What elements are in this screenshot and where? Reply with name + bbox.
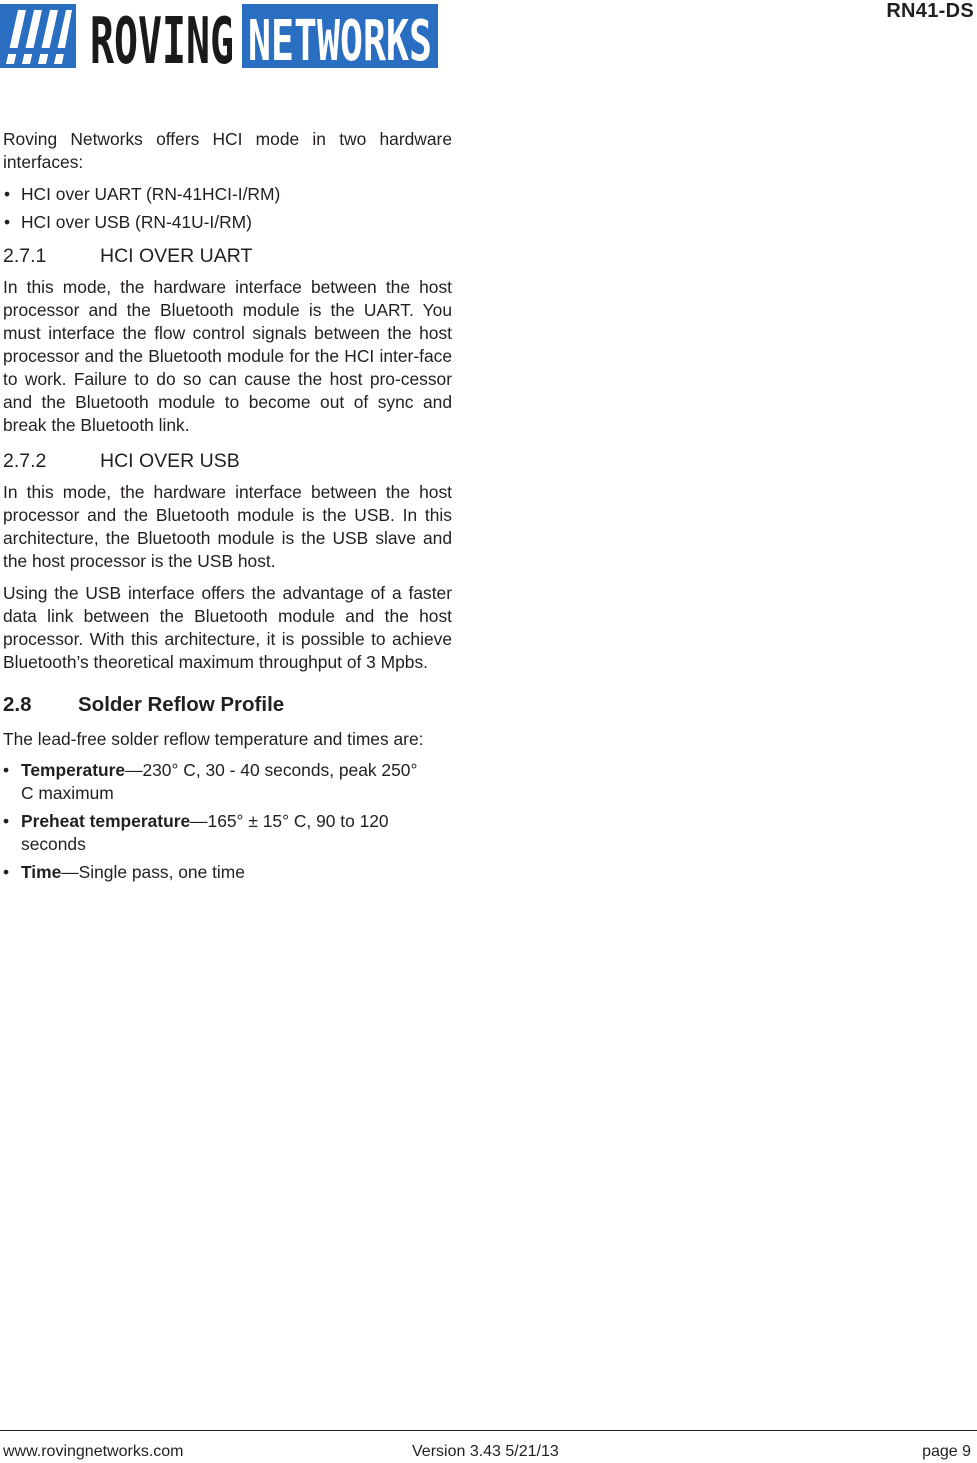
usb-paragraph-1: In this mode, the hardware interface between the host processor and the Bluetooth module is the USB. In this architecture, the Bluetooth module is the USB slave and the host processor is the USB host. — [3, 482, 452, 571]
section-heading-2-7-2: 2.7.2 HCI OVER USB — [3, 450, 240, 472]
interface-list — [3, 183, 452, 234]
list-item: • HCI over UART (RN-41HCI-I/RM) — [4, 184, 281, 204]
footer-url[interactable]: www.rovingnetworks.com — [3, 1443, 184, 1460]
reflow-intro: The lead-free solder reflow temperature and times are: — [3, 729, 424, 749]
footer-divider — [0, 1430, 977, 1431]
list-item: • HCI over USB (RN-41U-I/RM) — [4, 212, 252, 232]
document-id: RN41-DS — [886, 0, 974, 22]
footer-version: Version 3.43 5/21/13 — [412, 1443, 559, 1460]
main-column — [3, 128, 452, 889]
logo-wave-icon — [0, 4, 76, 68]
list-item: • Time—Single pass, one time — [3, 862, 245, 882]
uart-paragraph: In this mode, the hardware interface between the host processor and the Bluetooth module is the UART. You must interface the flow control signals between the host processor and the Bluetooth module for the HCI inter-face to work. Failure to do so can cause the host pro-cessor and the Bluetooth module to become out of sync and break the Bluetooth link. — [3, 277, 452, 435]
intro-paragraph: Roving Networks offers HCI mode in two hardware interfaces: — [3, 129, 452, 172]
logo-word-roving: ROVING — [90, 5, 234, 79]
section-heading-2-7-1: 2.7.1 HCI OVER UART — [3, 245, 253, 267]
usb-paragraph-2: Using the USB interface offers the advantage of a faster data link between the Bluetooth module and the host processor. With this architecture, it is possible to achieve Bluetooth’s theoretical maximum throughput of 3 Mpbs. — [3, 583, 452, 672]
reflow-list — [3, 759, 452, 884]
roving-networks-logo — [0, 0, 440, 79]
section-heading-2-8: 2.8 Solder Reflow Profile — [3, 693, 285, 716]
logo-word-networks: NETWORKS — [248, 9, 432, 74]
list-item: • Temperature—230° C, 30 - 40 seconds, peak 250° C maximum — [3, 760, 418, 803]
list-item: • Preheat temperature—165° ± 15° C, 90 to 120 seconds — [3, 811, 389, 854]
footer-page-number: page 9 — [922, 1443, 971, 1460]
